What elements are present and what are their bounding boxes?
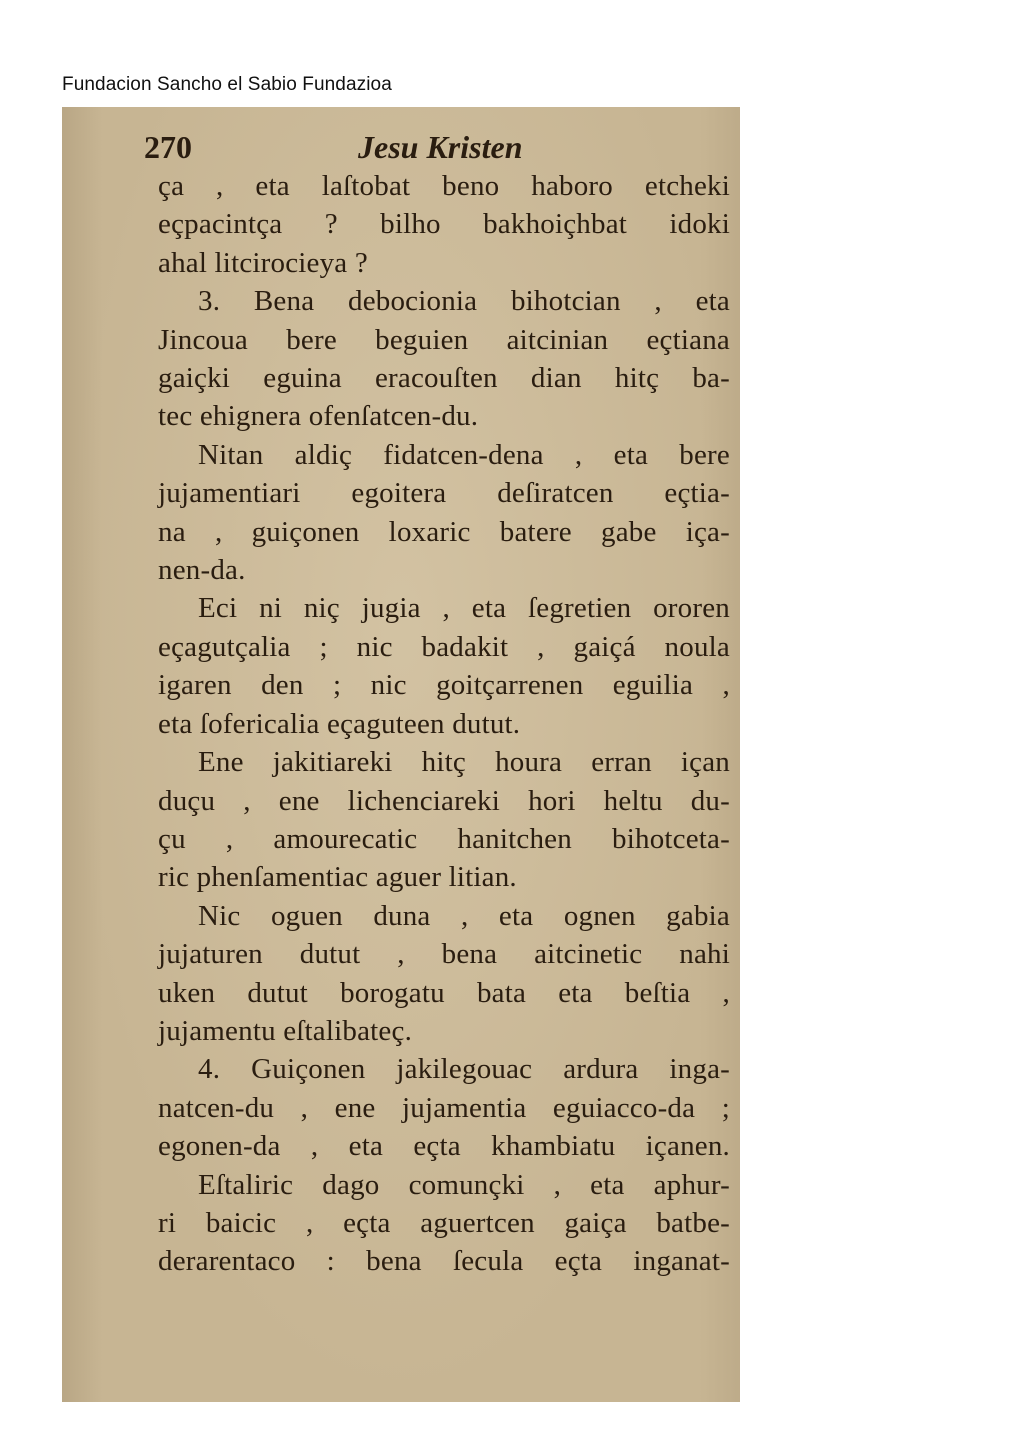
text-line: uken dutut borogatu bata eta beſtia ,: [158, 976, 730, 1009]
text-line: tec ehignera ofenſatcen-du.: [158, 400, 479, 433]
text-line: na , guiçonen loxaric batere gabe iça-: [158, 515, 730, 548]
text-line: ri baicic , eçta aguertcen gaiça batbe-: [158, 1206, 730, 1239]
text-line: igaren den ; nic goitçarrenen eguilia ,: [158, 669, 730, 702]
text-block: [158, 167, 730, 1281]
text-line: Eci ni niç jugia , eta ſegretien ororen: [198, 592, 730, 625]
text-line: Nic oguen duna , eta ognen gabia: [198, 899, 730, 932]
text-line: gaiçki eguina eracouſten dian hitç ba-: [158, 362, 730, 395]
text-line: egonen-da , eta eçta khambiatu içanen.: [158, 1130, 730, 1163]
text-line: Eſtaliric dago comunçki , eta aphur-: [198, 1168, 730, 1201]
text-line: jujamentu eſtalibateç.: [158, 1014, 413, 1047]
text-line: ça , eta laſtobat beno haboro etcheki: [158, 170, 730, 202]
text-line: jujaturen dutut , bena aitcinetic nahi: [158, 938, 730, 971]
text-line: çu , amourecatic hanitchen bihotceta-: [158, 822, 730, 855]
text-line: eçpacintça ? bilho bakhoiçhbat idoki: [158, 208, 730, 241]
page-number: 270: [144, 129, 192, 165]
text-line: ahal litcirocieya ?: [158, 246, 368, 279]
text-line: natcen-du , ene jujamentia eguiacco-da ;: [158, 1091, 730, 1124]
page-body: [144, 127, 730, 1281]
text-line: eçagutçalia ; nic badakit , gaiçá noula: [158, 630, 730, 663]
text-line: 3. Bena debocionia bihotcian , eta: [198, 285, 730, 318]
text-line: Nitan aldiç fidatcen-dena , eta bere: [198, 438, 730, 471]
scanned-page: [62, 107, 740, 1402]
text-line: jujamentiari egoitera deſiratcen eçtia-: [158, 477, 730, 510]
text-line: eta ſofericalia eçaguteen dutut.: [158, 707, 521, 740]
text-line: 4. Guiçonen jakilegouac ardura inga-: [198, 1053, 730, 1086]
text-line: nen-da.: [158, 554, 246, 587]
running-title: Jesu Kristen: [358, 129, 523, 165]
running-head: [144, 127, 730, 167]
text-line: duçu , ene lichenciareki hori heltu du-: [158, 784, 730, 817]
source-header: Fundacion Sancho el Sabio Fundazioa: [62, 74, 392, 95]
text-line: Ene jakitiareki hitç houra erran içan: [198, 746, 730, 779]
text-line: ric phenſamentiac aguer litian.: [158, 861, 517, 894]
text-line: derarentaco : bena ſecula eçta inganat-: [158, 1245, 730, 1278]
text-line: Jincoua bere beguien aitcinian eçtiana: [158, 323, 730, 356]
